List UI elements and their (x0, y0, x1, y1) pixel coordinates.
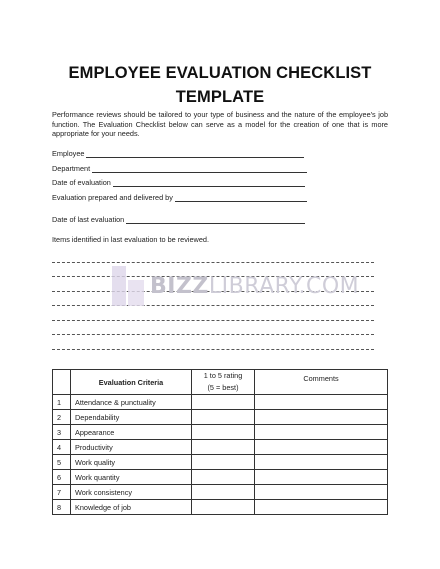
review-item-line[interactable] (52, 334, 374, 335)
rating-cell[interactable] (192, 470, 255, 485)
header-rating-cell (192, 370, 255, 395)
row-number: 1 (53, 395, 71, 410)
row-number: 8 (53, 500, 71, 515)
comments-cell[interactable] (255, 485, 388, 500)
table-row (53, 440, 388, 455)
intro-paragraph: Performance reviews should be tailored to your type of business and the nature of the employee's job function. The Evaluation Checklist below can serve as a model for the creation of one that is more appropriate for your needs. (52, 110, 388, 139)
table-row (53, 455, 388, 470)
prepared-by-field[interactable] (52, 193, 307, 202)
comments-cell[interactable] (255, 410, 388, 425)
watermark-logo (112, 266, 144, 306)
row-criteria: Productivity (71, 440, 192, 455)
row-number: 6 (53, 470, 71, 485)
row-number: 7 (53, 485, 71, 500)
table-row (53, 425, 388, 440)
header-criteria-cell: Evaluation Criteria (71, 370, 192, 395)
row-number: 2 (53, 410, 71, 425)
date-last-evaluation-field[interactable] (52, 215, 305, 224)
row-criteria: Work quality (71, 455, 192, 470)
row-criteria: Knowledge of job (71, 500, 192, 515)
rating-cell[interactable] (192, 440, 255, 455)
prepared-by-label: Evaluation prepared and delivered by (52, 193, 173, 202)
header-comments-cell: Comments (255, 370, 388, 395)
comments-cell[interactable] (255, 455, 388, 470)
date-of-evaluation-field[interactable] (52, 178, 305, 187)
rating-cell[interactable] (192, 395, 255, 410)
comments-cell[interactable] (255, 395, 388, 410)
review-item-line[interactable] (52, 349, 374, 350)
row-number: 3 (53, 425, 71, 440)
comments-cell[interactable] (255, 500, 388, 515)
table-row (53, 500, 388, 515)
table-row (53, 410, 388, 425)
row-criteria: Work quantity (71, 470, 192, 485)
department-label: Department (52, 164, 91, 173)
rating-cell[interactable] (192, 500, 255, 515)
review-item-line[interactable] (52, 320, 374, 321)
employee-label: Employee (52, 149, 85, 158)
employee-line[interactable] (86, 150, 304, 158)
row-criteria: Appearance (71, 425, 192, 440)
row-number: 4 (53, 440, 71, 455)
comments-cell[interactable] (255, 470, 388, 485)
watermark (112, 266, 359, 306)
review-item-line[interactable] (52, 262, 374, 263)
date-last-evaluation-line[interactable] (126, 216, 305, 224)
prepared-by-line[interactable] (175, 194, 307, 202)
watermark-text: BIZZLIBRARY.COM (150, 273, 360, 299)
document-title-line1: EMPLOYEE EVALUATION CHECKLIST (68, 64, 372, 82)
employee-field[interactable] (52, 149, 304, 158)
comments-cell[interactable] (255, 425, 388, 440)
comments-cell[interactable] (255, 440, 388, 455)
items-to-review-label: Items identified in last evaluation to be reviewed. (52, 235, 209, 244)
row-criteria: Attendance & punctuality (71, 395, 192, 410)
row-criteria: Work consistency (71, 485, 192, 500)
rating-cell[interactable] (192, 485, 255, 500)
evaluation-criteria-table (52, 369, 388, 515)
date-last-evaluation-label: Date of last evaluation (52, 215, 125, 224)
rating-cell[interactable] (192, 455, 255, 470)
department-field[interactable] (52, 164, 307, 173)
row-number: 5 (53, 455, 71, 470)
rating-cell[interactable] (192, 425, 255, 440)
table-row (53, 485, 388, 500)
table-row (53, 395, 388, 410)
header-rating-line2: (5 = best) (207, 383, 239, 392)
table-header-row (53, 370, 388, 395)
row-criteria: Dependability (71, 410, 192, 425)
document-title-line2: TEMPLATE (175, 88, 265, 106)
header-rating-line1: 1 to 5 rating (203, 371, 243, 380)
table-row (53, 470, 388, 485)
department-line[interactable] (92, 165, 307, 173)
header-number-cell (53, 370, 71, 395)
date-of-evaluation-label: Date of evaluation (52, 178, 111, 187)
date-of-evaluation-line[interactable] (113, 179, 305, 187)
rating-cell[interactable] (192, 410, 255, 425)
